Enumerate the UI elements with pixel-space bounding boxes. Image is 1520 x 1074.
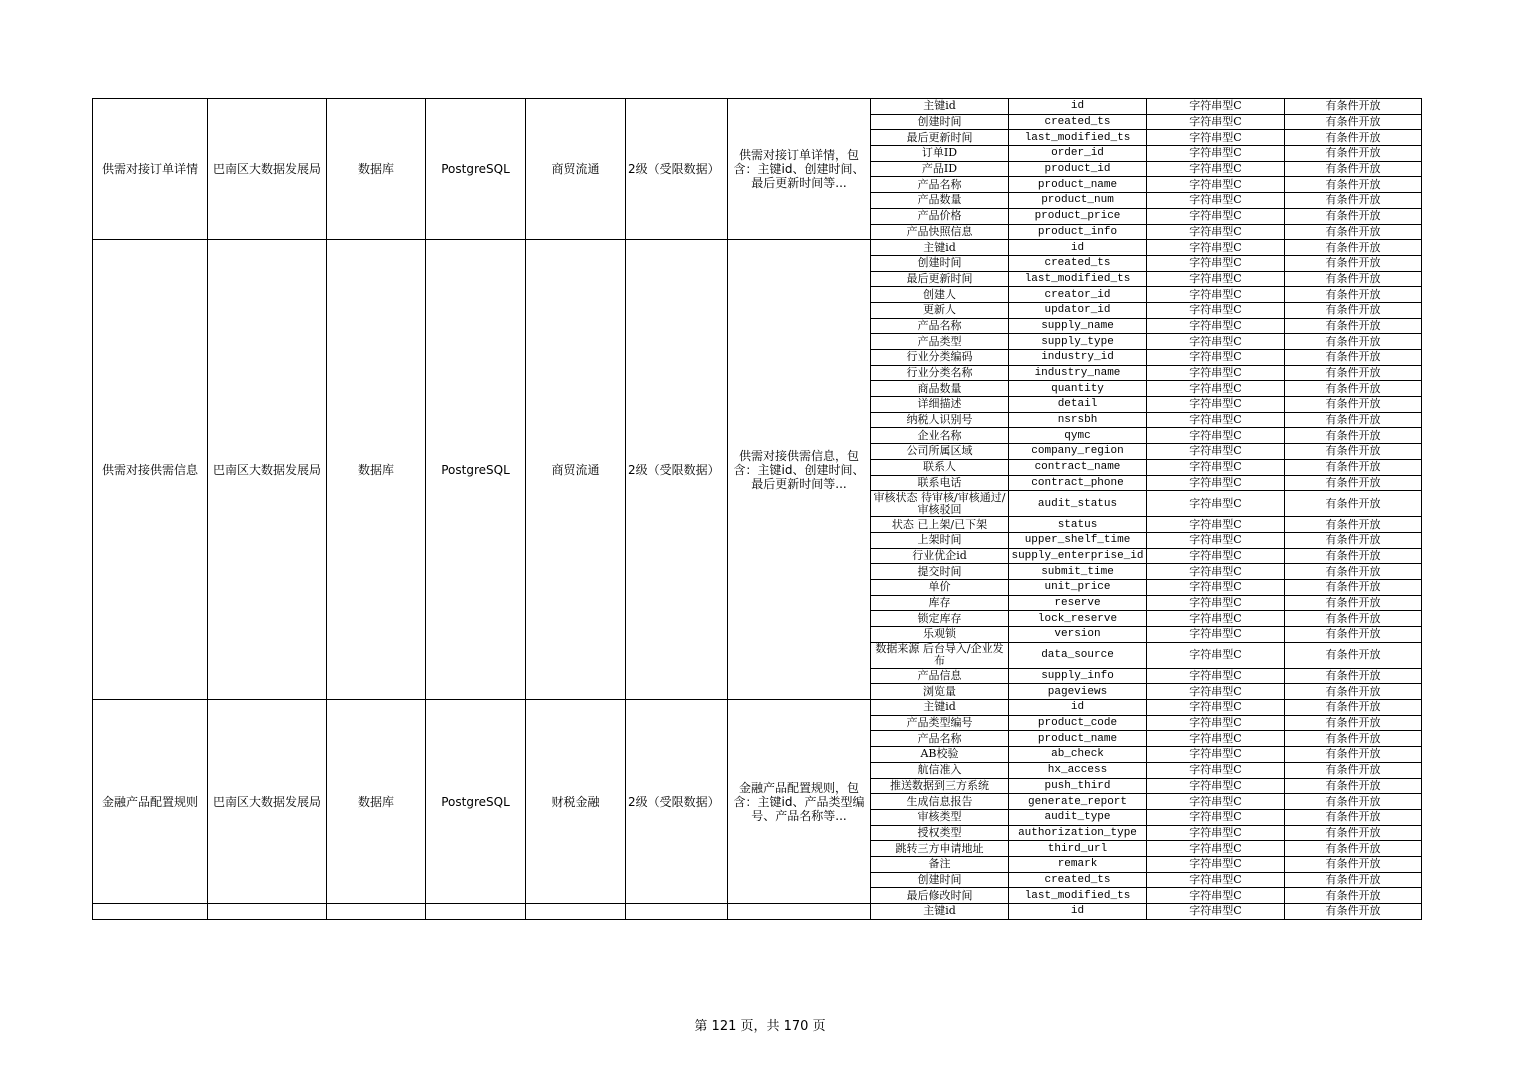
open-condition-cell: 有条件开放 — [1285, 459, 1422, 475]
field-name-cn-cell: 最后更新时间 — [871, 271, 1009, 287]
description-cell: 供需对接订单详情，包含：主键id、创建时间、最后更新时间等... — [728, 99, 871, 240]
field-name-en-cell: detail — [1009, 397, 1147, 413]
field-type-cell: 字符串型C — [1147, 888, 1285, 904]
table-row — [93, 904, 1422, 920]
provider-dept-cell — [208, 904, 327, 920]
field-name-cn-cell: 商品数量 — [871, 381, 1009, 397]
database-type-cell: PostgreSQL — [426, 700, 526, 904]
field-name-cn-cell: 提交时间 — [871, 564, 1009, 580]
field-name-cn-cell: 创建时间 — [871, 114, 1009, 130]
field-name-cn-cell: 产品类型编号 — [871, 715, 1009, 731]
field-name-en-cell: status — [1009, 517, 1147, 533]
description-cell — [728, 904, 871, 920]
database-type-cell — [426, 904, 526, 920]
resource-type-cell — [327, 904, 426, 920]
page-footer: 第 121 页，共 170 页 — [694, 1019, 826, 1034]
field-name-cn-cell: 创建时间 — [871, 872, 1009, 888]
open-condition-cell: 有条件开放 — [1285, 193, 1422, 209]
provider-dept-cell: 巴南区大数据发展局 — [208, 700, 327, 904]
field-type-cell: 字符串型C — [1147, 642, 1285, 668]
field-name-cn-cell: 备注 — [871, 856, 1009, 872]
field-name-cn-cell: 主键id — [871, 240, 1009, 256]
field-name-en-cell: upper_shelf_time — [1009, 532, 1147, 548]
field-name-en-cell: order_id — [1009, 146, 1147, 162]
field-name-en-cell: qymc — [1009, 428, 1147, 444]
resource-name-cell: 金融产品配置规则 — [93, 700, 208, 904]
field-type-cell: 字符串型C — [1147, 731, 1285, 747]
open-condition-cell: 有条件开放 — [1285, 381, 1422, 397]
field-name-cn-cell: 状态 已上架/已下架 — [871, 517, 1009, 533]
open-condition-cell: 有条件开放 — [1285, 872, 1422, 888]
field-type-cell: 字符串型C — [1147, 224, 1285, 240]
field-name-cn-cell: 主键id — [871, 700, 1009, 716]
field-name-en-cell: industry_name — [1009, 365, 1147, 381]
open-condition-cell: 有条件开放 — [1285, 778, 1422, 794]
open-condition-cell: 有条件开放 — [1285, 99, 1422, 115]
field-name-cn-cell: AB校验 — [871, 747, 1009, 763]
field-type-cell: 字符串型C — [1147, 459, 1285, 475]
field-name-cn-cell: 锁定库存 — [871, 611, 1009, 627]
field-name-en-cell: supply_info — [1009, 668, 1147, 684]
field-type-cell: 字符串型C — [1147, 381, 1285, 397]
field-type-cell: 字符串型C — [1147, 856, 1285, 872]
open-condition-cell: 有条件开放 — [1285, 114, 1422, 130]
provider-dept-cell: 巴南区大数据发展局 — [208, 240, 327, 700]
field-name-en-cell: created_ts — [1009, 114, 1147, 130]
resource-name-cell: 供需对接供需信息 — [93, 240, 208, 700]
table-row — [93, 700, 1422, 716]
open-condition-cell: 有条件开放 — [1285, 224, 1422, 240]
security-level-cell — [626, 904, 728, 920]
security-level-cell: 2级（受限数据） — [626, 700, 728, 904]
field-name-en-cell: audit_type — [1009, 809, 1147, 825]
database-type-cell: PostgreSQL — [426, 99, 526, 240]
field-type-cell: 字符串型C — [1147, 700, 1285, 716]
field-type-cell: 字符串型C — [1147, 684, 1285, 700]
field-name-cn-cell: 上架时间 — [871, 532, 1009, 548]
open-condition-cell: 有条件开放 — [1285, 532, 1422, 548]
field-type-cell: 字符串型C — [1147, 475, 1285, 491]
field-name-cn-cell: 单价 — [871, 579, 1009, 595]
field-type-cell: 字符串型C — [1147, 579, 1285, 595]
open-condition-cell: 有条件开放 — [1285, 475, 1422, 491]
field-type-cell: 字符串型C — [1147, 146, 1285, 162]
open-condition-cell: 有条件开放 — [1285, 684, 1422, 700]
resource-name-cell: 供需对接订单详情 — [93, 99, 208, 240]
field-name-en-cell: created_ts — [1009, 872, 1147, 888]
field-type-cell: 字符串型C — [1147, 334, 1285, 350]
field-name-en-cell: updator_id — [1009, 302, 1147, 318]
field-type-cell: 字符串型C — [1147, 412, 1285, 428]
field-name-en-cell: version — [1009, 627, 1147, 643]
field-name-en-cell: product_id — [1009, 161, 1147, 177]
field-type-cell: 字符串型C — [1147, 611, 1285, 627]
open-condition-cell: 有条件开放 — [1285, 161, 1422, 177]
category-cell: 商贸流通 — [526, 99, 626, 240]
open-condition-cell: 有条件开放 — [1285, 318, 1422, 334]
open-condition-cell: 有条件开放 — [1285, 595, 1422, 611]
resource-type-cell: 数据库 — [327, 240, 426, 700]
field-name-cn-cell: 库存 — [871, 595, 1009, 611]
field-name-cn-cell: 行业优企id — [871, 548, 1009, 564]
field-name-cn-cell: 订单ID — [871, 146, 1009, 162]
open-condition-cell: 有条件开放 — [1285, 825, 1422, 841]
field-name-cn-cell: 纳税人识别号 — [871, 412, 1009, 428]
field-type-cell: 字符串型C — [1147, 762, 1285, 778]
field-type-cell: 字符串型C — [1147, 841, 1285, 857]
field-name-cn-cell: 产品名称 — [871, 177, 1009, 193]
field-name-cn-cell: 推送数据到三方系统 — [871, 778, 1009, 794]
field-name-en-cell: product_name — [1009, 177, 1147, 193]
resource-type-cell: 数据库 — [327, 99, 426, 240]
field-name-en-cell: product_num — [1009, 193, 1147, 209]
field-name-cn-cell: 创建人 — [871, 287, 1009, 303]
field-type-cell: 字符串型C — [1147, 397, 1285, 413]
open-condition-cell: 有条件开放 — [1285, 517, 1422, 533]
category-cell: 财税金融 — [526, 700, 626, 904]
field-name-cn-cell: 产品快照信息 — [871, 224, 1009, 240]
field-type-cell: 字符串型C — [1147, 365, 1285, 381]
field-name-cn-cell: 详细描述 — [871, 397, 1009, 413]
field-name-cn-cell: 跳转三方申请地址 — [871, 841, 1009, 857]
field-name-cn-cell: 企业名称 — [871, 428, 1009, 444]
field-name-cn-cell: 行业分类编码 — [871, 350, 1009, 366]
category-cell — [526, 904, 626, 920]
field-name-en-cell: generate_report — [1009, 794, 1147, 810]
field-type-cell: 字符串型C — [1147, 240, 1285, 256]
field-name-en-cell: id — [1009, 904, 1147, 920]
field-name-en-cell: hx_access — [1009, 762, 1147, 778]
field-type-cell: 字符串型C — [1147, 825, 1285, 841]
field-name-cn-cell: 联系电话 — [871, 475, 1009, 491]
field-type-cell: 字符串型C — [1147, 668, 1285, 684]
open-condition-cell: 有条件开放 — [1285, 715, 1422, 731]
field-name-cn-cell: 创建时间 — [871, 255, 1009, 271]
category-cell: 商贸流通 — [526, 240, 626, 700]
field-name-cn-cell: 最后修改时间 — [871, 888, 1009, 904]
open-condition-cell: 有条件开放 — [1285, 548, 1422, 564]
field-name-en-cell: product_code — [1009, 715, 1147, 731]
open-condition-cell: 有条件开放 — [1285, 397, 1422, 413]
field-name-cn-cell: 浏览量 — [871, 684, 1009, 700]
open-condition-cell: 有条件开放 — [1285, 287, 1422, 303]
provider-dept-cell: 巴南区大数据发展局 — [208, 99, 327, 240]
open-condition-cell: 有条件开放 — [1285, 491, 1422, 517]
field-name-cn-cell: 产品ID — [871, 161, 1009, 177]
field-name-en-cell: industry_id — [1009, 350, 1147, 366]
field-name-en-cell: third_url — [1009, 841, 1147, 857]
field-type-cell: 字符串型C — [1147, 208, 1285, 224]
open-condition-cell: 有条件开放 — [1285, 611, 1422, 627]
field-type-cell: 字符串型C — [1147, 564, 1285, 580]
field-name-en-cell: id — [1009, 700, 1147, 716]
field-type-cell: 字符串型C — [1147, 595, 1285, 611]
resource-type-cell: 数据库 — [327, 700, 426, 904]
field-name-en-cell: nsrsbh — [1009, 412, 1147, 428]
field-name-en-cell: last_modified_ts — [1009, 130, 1147, 146]
field-name-en-cell: last_modified_ts — [1009, 271, 1147, 287]
open-condition-cell: 有条件开放 — [1285, 177, 1422, 193]
field-name-en-cell: creator_id — [1009, 287, 1147, 303]
field-name-cn-cell: 产品类型 — [871, 334, 1009, 350]
field-name-en-cell: product_info — [1009, 224, 1147, 240]
table-row — [93, 99, 1422, 115]
field-type-cell: 字符串型C — [1147, 114, 1285, 130]
security-level-cell: 2级（受限数据） — [626, 99, 728, 240]
catalog-body — [93, 99, 1422, 920]
field-type-cell: 字符串型C — [1147, 548, 1285, 564]
field-name-en-cell: product_price — [1009, 208, 1147, 224]
open-condition-cell: 有条件开放 — [1285, 794, 1422, 810]
field-type-cell: 字符串型C — [1147, 177, 1285, 193]
open-condition-cell: 有条件开放 — [1285, 579, 1422, 595]
open-condition-cell: 有条件开放 — [1285, 208, 1422, 224]
field-name-cn-cell: 审核状态 待审核/审核通过/审核驳回 — [871, 491, 1009, 517]
field-type-cell: 字符串型C — [1147, 161, 1285, 177]
field-name-en-cell: product_name — [1009, 731, 1147, 747]
field-name-cn-cell: 乐观锁 — [871, 627, 1009, 643]
description-cell: 供需对接供需信息，包含：主键id、创建时间、最后更新时间等... — [728, 240, 871, 700]
field-type-cell: 字符串型C — [1147, 872, 1285, 888]
field-name-en-cell: id — [1009, 240, 1147, 256]
open-condition-cell: 有条件开放 — [1285, 130, 1422, 146]
field-name-cn-cell: 联系人 — [871, 459, 1009, 475]
field-type-cell: 字符串型C — [1147, 715, 1285, 731]
field-name-en-cell: data_source — [1009, 642, 1147, 668]
open-condition-cell: 有条件开放 — [1285, 564, 1422, 580]
field-name-cn-cell: 产品数量 — [871, 193, 1009, 209]
open-condition-cell: 有条件开放 — [1285, 240, 1422, 256]
field-type-cell: 字符串型C — [1147, 255, 1285, 271]
field-name-en-cell: created_ts — [1009, 255, 1147, 271]
field-name-en-cell: supply_name — [1009, 318, 1147, 334]
table-row — [93, 240, 1422, 256]
field-name-en-cell: unit_price — [1009, 579, 1147, 595]
field-type-cell: 字符串型C — [1147, 444, 1285, 460]
database-type-cell: PostgreSQL — [426, 240, 526, 700]
open-condition-cell: 有条件开放 — [1285, 904, 1422, 920]
open-condition-cell: 有条件开放 — [1285, 350, 1422, 366]
field-type-cell: 字符串型C — [1147, 428, 1285, 444]
open-condition-cell: 有条件开放 — [1285, 762, 1422, 778]
open-condition-cell: 有条件开放 — [1285, 841, 1422, 857]
field-name-en-cell: pageviews — [1009, 684, 1147, 700]
description-cell: 金融产品配置规则，包含：主键id、产品类型编号、产品名称等... — [728, 700, 871, 904]
open-condition-cell: 有条件开放 — [1285, 428, 1422, 444]
open-condition-cell: 有条件开放 — [1285, 302, 1422, 318]
field-type-cell: 字符串型C — [1147, 318, 1285, 334]
field-name-cn-cell: 数据来源 后台导入/企业发布 — [871, 642, 1009, 668]
field-name-en-cell: authorization_type — [1009, 825, 1147, 841]
field-name-cn-cell: 授权类型 — [871, 825, 1009, 841]
field-name-cn-cell: 主键id — [871, 99, 1009, 115]
open-condition-cell: 有条件开放 — [1285, 856, 1422, 872]
field-name-cn-cell: 产品名称 — [871, 731, 1009, 747]
field-name-cn-cell: 航信准入 — [871, 762, 1009, 778]
field-name-en-cell: lock_reserve — [1009, 611, 1147, 627]
open-condition-cell: 有条件开放 — [1285, 888, 1422, 904]
field-name-en-cell: supply_enterprise_id — [1009, 548, 1147, 564]
field-name-en-cell: remark — [1009, 856, 1147, 872]
field-type-cell: 字符串型C — [1147, 193, 1285, 209]
field-name-cn-cell: 生成信息报告 — [871, 794, 1009, 810]
field-name-en-cell: push_third — [1009, 778, 1147, 794]
field-type-cell: 字符串型C — [1147, 809, 1285, 825]
field-name-en-cell: reserve — [1009, 595, 1147, 611]
field-type-cell: 字符串型C — [1147, 287, 1285, 303]
security-level-cell: 2级（受限数据） — [626, 240, 728, 700]
field-name-cn-cell: 产品价格 — [871, 208, 1009, 224]
open-condition-cell: 有条件开放 — [1285, 334, 1422, 350]
open-condition-cell: 有条件开放 — [1285, 700, 1422, 716]
field-name-en-cell: contract_name — [1009, 459, 1147, 475]
field-name-cn-cell: 审核类型 — [871, 809, 1009, 825]
field-name-cn-cell: 主键id — [871, 904, 1009, 920]
field-name-en-cell: ab_check — [1009, 747, 1147, 763]
open-condition-cell: 有条件开放 — [1285, 809, 1422, 825]
field-type-cell: 字符串型C — [1147, 99, 1285, 115]
open-condition-cell: 有条件开放 — [1285, 146, 1422, 162]
field-type-cell: 字符串型C — [1147, 517, 1285, 533]
open-condition-cell: 有条件开放 — [1285, 747, 1422, 763]
resource-name-cell — [93, 904, 208, 920]
field-name-en-cell: id — [1009, 99, 1147, 115]
field-type-cell: 字符串型C — [1147, 302, 1285, 318]
open-condition-cell: 有条件开放 — [1285, 642, 1422, 668]
field-name-en-cell: company_region — [1009, 444, 1147, 460]
open-condition-cell: 有条件开放 — [1285, 365, 1422, 381]
field-name-cn-cell: 最后更新时间 — [871, 130, 1009, 146]
field-name-en-cell: last_modified_ts — [1009, 888, 1147, 904]
field-name-en-cell: audit_status — [1009, 491, 1147, 517]
field-type-cell: 字符串型C — [1147, 794, 1285, 810]
data-catalog-table — [92, 98, 1422, 920]
field-type-cell: 字符串型C — [1147, 532, 1285, 548]
field-type-cell: 字符串型C — [1147, 747, 1285, 763]
open-condition-cell: 有条件开放 — [1285, 731, 1422, 747]
field-type-cell: 字符串型C — [1147, 350, 1285, 366]
field-name-cn-cell: 公司所属区域 — [871, 444, 1009, 460]
open-condition-cell: 有条件开放 — [1285, 412, 1422, 428]
open-condition-cell: 有条件开放 — [1285, 627, 1422, 643]
field-type-cell: 字符串型C — [1147, 491, 1285, 517]
field-type-cell: 字符串型C — [1147, 271, 1285, 287]
field-type-cell: 字符串型C — [1147, 778, 1285, 794]
field-name-cn-cell: 行业分类名称 — [871, 365, 1009, 381]
open-condition-cell: 有条件开放 — [1285, 444, 1422, 460]
field-type-cell: 字符串型C — [1147, 627, 1285, 643]
field-name-cn-cell: 产品名称 — [871, 318, 1009, 334]
open-condition-cell: 有条件开放 — [1285, 668, 1422, 684]
open-condition-cell: 有条件开放 — [1285, 271, 1422, 287]
field-name-en-cell: quantity — [1009, 381, 1147, 397]
field-type-cell: 字符串型C — [1147, 130, 1285, 146]
field-name-en-cell: contract_phone — [1009, 475, 1147, 491]
field-name-cn-cell: 更新人 — [871, 302, 1009, 318]
field-name-en-cell: submit_time — [1009, 564, 1147, 580]
field-type-cell: 字符串型C — [1147, 904, 1285, 920]
field-name-cn-cell: 产品信息 — [871, 668, 1009, 684]
open-condition-cell: 有条件开放 — [1285, 255, 1422, 271]
field-name-en-cell: supply_type — [1009, 334, 1147, 350]
